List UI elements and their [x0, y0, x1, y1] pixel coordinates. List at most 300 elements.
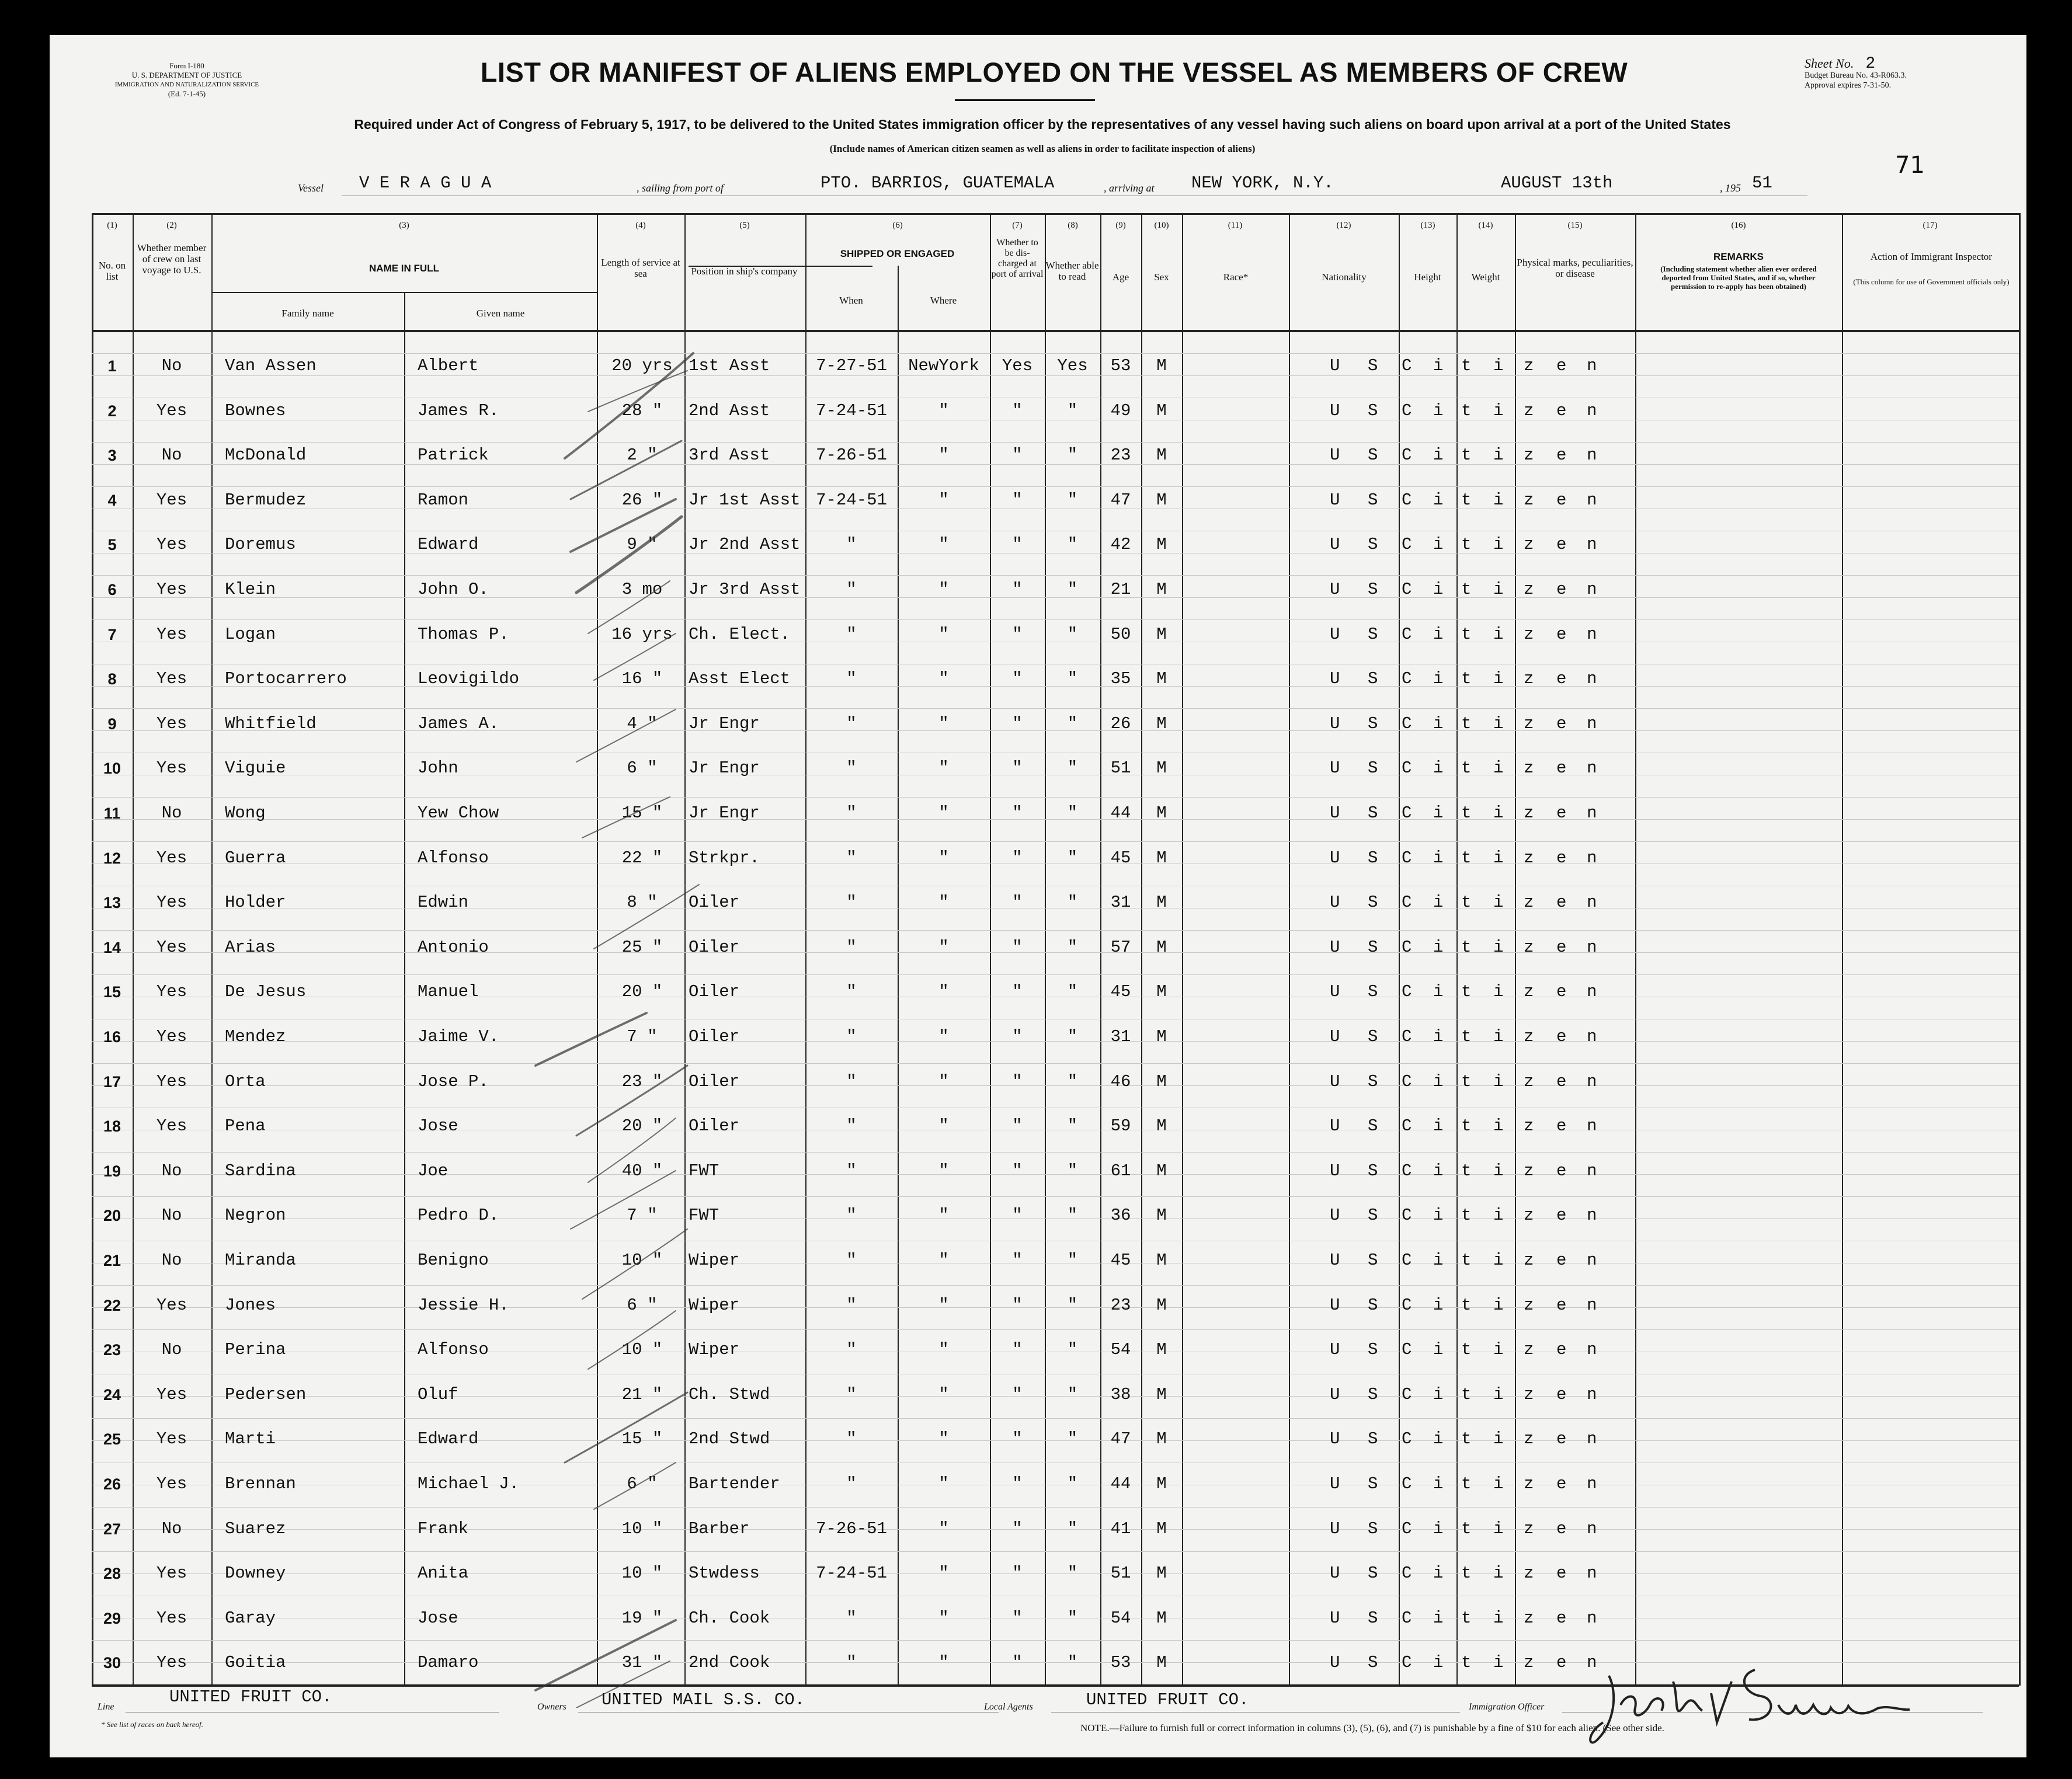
citizenship-letter: z: [1524, 1608, 1534, 1628]
last-voyage-cell: Yes: [156, 1429, 187, 1449]
given-name-cell: Thomas P.: [418, 624, 509, 644]
citizenship-letter: z: [1524, 1429, 1534, 1449]
citizenship-letter: z: [1524, 624, 1534, 644]
citizenship-letter: S: [1368, 356, 1378, 375]
citizenship-letter: n: [1587, 1116, 1597, 1136]
citizenship-letter: n: [1587, 1564, 1597, 1583]
row-number: 16: [103, 1028, 121, 1046]
read-cell: ": [1067, 1340, 1078, 1360]
citizenship-letter: t: [1461, 1384, 1472, 1404]
service-cell: 21 ": [621, 1384, 663, 1404]
when-cell: ": [846, 893, 857, 913]
discharged-cell: ": [1012, 1474, 1023, 1493]
discharged-cell: ": [1012, 1519, 1023, 1538]
citizenship-letter: S: [1368, 1384, 1378, 1404]
when-cell: ": [846, 1429, 857, 1449]
position-cell: 2nd Stwd: [689, 1429, 770, 1449]
citizenship-letter: n: [1587, 445, 1597, 465]
citizenship-letter: i: [1433, 893, 1444, 913]
citizenship-letter: z: [1524, 1116, 1534, 1136]
header-name-in-full: NAME IN FULL: [369, 263, 439, 274]
family-name-cell: Klein: [225, 580, 276, 599]
pencil-check: [594, 633, 676, 680]
citizenship-letter: e: [1556, 713, 1567, 733]
citizenship-letter: i: [1433, 1027, 1444, 1046]
row-rule: [92, 1418, 2019, 1419]
citizenship-letter: e: [1556, 490, 1567, 510]
citizenship-letter: t: [1461, 1429, 1472, 1449]
age-cell: 49: [1110, 401, 1131, 420]
citizenship-letter: i: [1433, 669, 1444, 689]
port-to: NEW YORK, N.Y.: [1191, 173, 1334, 193]
row-number: 5: [107, 536, 117, 554]
position-cell: Barber: [689, 1519, 750, 1538]
row-number: 2: [107, 402, 117, 420]
approval-expires: Approval expires 7-31-50.: [1805, 81, 1892, 90]
discharged-cell: ": [1012, 803, 1023, 823]
citizenship-letter: e: [1556, 1116, 1567, 1136]
family-name-cell: De Jesus: [225, 982, 307, 1002]
pencil-check: [594, 885, 699, 949]
row-rule: [92, 1507, 2019, 1508]
citizenship-letter: z: [1524, 1519, 1534, 1538]
given-name-cell: Jessie H.: [418, 1295, 509, 1315]
where-cell: ": [938, 535, 949, 555]
citizenship-letter: e: [1556, 1340, 1567, 1360]
citizenship-letter: n: [1587, 490, 1597, 510]
position-cell: FWT: [689, 1206, 719, 1226]
citizenship-letter: t: [1461, 848, 1472, 868]
budget-bureau: Budget Bureau No. 43-R063.3.: [1805, 71, 1907, 80]
citizenship-letter: C: [1402, 758, 1412, 778]
header-when: When: [839, 295, 863, 306]
row-number: 29: [103, 1609, 121, 1627]
family-name-cell: McDonald: [225, 445, 307, 465]
position-cell: Asst Elect: [689, 669, 791, 689]
citizenship-letter: n: [1587, 758, 1597, 778]
row-rule: [92, 442, 2019, 443]
handwritten-number: 71: [1895, 152, 1925, 179]
when-cell: 7-27-51: [816, 356, 887, 375]
sex-cell: M: [1156, 1474, 1167, 1493]
when-cell: ": [846, 1116, 857, 1136]
read-cell: ": [1067, 490, 1078, 510]
pencil-check: [565, 353, 693, 458]
pencil-check: [565, 1392, 687, 1463]
when-cell: ": [846, 803, 857, 823]
discharged-cell: ": [1012, 1295, 1023, 1315]
header-height: Height: [1414, 271, 1441, 283]
discharged-cell: ": [1012, 401, 1023, 420]
where-cell: ": [938, 803, 949, 823]
pencil-check: [571, 441, 682, 499]
year-suffix: 51: [1752, 173, 1772, 193]
row-rule: [92, 930, 2019, 931]
given-name-cell: Leovigildo: [418, 669, 520, 689]
row-number: 8: [107, 670, 117, 688]
citizenship-letter: n: [1587, 535, 1597, 555]
where-cell: ": [938, 937, 949, 957]
citizenship-letter: t: [1461, 1071, 1472, 1091]
last-voyage-cell: No: [161, 445, 182, 465]
header-action-note: (This column for use of Government officials only): [1853, 277, 2010, 286]
age-cell: 26: [1110, 713, 1131, 733]
column-number: (6): [892, 221, 903, 230]
citizenship-letter: z: [1524, 1027, 1534, 1046]
position-cell: Wiper: [689, 1340, 740, 1360]
column-number: (17): [1922, 221, 1938, 230]
last-voyage-cell: Yes: [156, 1295, 187, 1315]
row-number: 28: [103, 1565, 121, 1583]
pencil-check: [582, 1229, 687, 1299]
citizenship-letter: C: [1402, 1206, 1412, 1226]
citizenship-letter: z: [1524, 1384, 1534, 1404]
sex-cell: M: [1156, 803, 1167, 823]
citizenship-letter: S: [1368, 758, 1378, 778]
race-letter: U: [1330, 624, 1340, 644]
discharged-cell: ": [1012, 713, 1023, 733]
citizenship-letter: C: [1402, 624, 1412, 644]
pencil-check: [582, 797, 670, 838]
officer-label: Immigration Officer: [1469, 1702, 1545, 1712]
column-number: (9): [1115, 221, 1126, 230]
given-name-cell: Yew Chow: [418, 803, 499, 823]
column-number: (1): [107, 221, 117, 230]
when-cell: ": [846, 580, 857, 599]
when-cell: ": [846, 1251, 857, 1270]
service-cell: 20 yrs: [611, 356, 673, 375]
age-cell: 41: [1110, 1519, 1131, 1538]
citizenship-letter: i: [1433, 713, 1444, 733]
when-cell: ": [846, 1161, 857, 1181]
include-text: (Include names of American citizen seamen as well as aliens in order to facilitate inspection of aliens): [829, 143, 1256, 154]
citizenship-letter: C: [1402, 1429, 1412, 1449]
where-cell: ": [938, 1027, 949, 1046]
citizenship-letter: C: [1402, 1564, 1412, 1583]
read-cell: ": [1067, 713, 1078, 733]
given-name-cell: Frank: [418, 1519, 469, 1538]
sailing-label: , sailing from port of: [637, 182, 724, 194]
pencil-check: [571, 499, 676, 552]
discharged-cell: ": [1012, 758, 1023, 778]
row-rule: [92, 1063, 2019, 1064]
citizenship-letter: S: [1368, 1116, 1378, 1136]
pencil-check: [536, 1013, 646, 1066]
header-remarks: REMARKS: [1713, 251, 1764, 262]
citizenship-letter: t: [1461, 1295, 1472, 1315]
citizenship-letter: e: [1556, 401, 1567, 420]
column-number: (12): [1336, 221, 1351, 230]
read-cell: ": [1067, 803, 1078, 823]
read-cell: ": [1067, 1161, 1078, 1181]
service-cell: 16 yrs: [611, 624, 673, 644]
race-letter: U: [1330, 401, 1340, 420]
citizenship-letter: C: [1402, 445, 1412, 465]
citizenship-letter: C: [1402, 356, 1412, 375]
citizenship-letter: z: [1524, 580, 1534, 599]
citizenship-letter: i: [1433, 937, 1444, 957]
arriving-label: , arriving at: [1104, 182, 1155, 194]
citizenship-letter: C: [1402, 848, 1412, 868]
given-name-cell: Michael J.: [418, 1474, 520, 1493]
header-bottom-rule: [92, 330, 2019, 332]
sex-cell: M: [1156, 1251, 1167, 1270]
citizenship-letter: n: [1587, 1027, 1597, 1046]
given-name-cell: James R.: [418, 401, 499, 420]
family-name-cell: Arias: [225, 937, 276, 957]
age-cell: 31: [1110, 1027, 1131, 1046]
family-name-cell: Doremus: [225, 535, 296, 555]
race-letter: U: [1330, 1027, 1340, 1046]
citizenship-letter: n: [1587, 1384, 1597, 1404]
citizenship-letter: i: [1493, 848, 1504, 868]
row-rule: [92, 974, 2019, 975]
citizenship-letter: i: [1433, 1071, 1444, 1091]
discharged-cell: ": [1012, 1071, 1023, 1091]
family-name-cell: Orta: [225, 1071, 266, 1091]
age-cell: 23: [1110, 445, 1131, 465]
citizenship-letter: C: [1402, 1027, 1412, 1046]
where-cell: ": [938, 1608, 949, 1628]
pencil-check: [576, 1066, 687, 1136]
read-cell: ": [1067, 1116, 1078, 1136]
last-voyage-cell: Yes: [156, 893, 187, 913]
citizenship-letter: C: [1402, 1295, 1412, 1315]
sex-cell: M: [1156, 1027, 1167, 1046]
agents-value: UNITED FRUIT CO.: [1086, 1690, 1249, 1710]
citizenship-letter: i: [1433, 445, 1444, 465]
last-voyage-cell: Yes: [156, 1474, 187, 1493]
citizenship-letter: t: [1461, 624, 1472, 644]
discharged-cell: ": [1012, 848, 1023, 868]
row-number: 15: [103, 983, 121, 1001]
citizenship-letter: i: [1493, 669, 1504, 689]
line-value: UNITED FRUIT CO.: [169, 1687, 332, 1707]
header-discharged: Whether to be dis-charged at port of arrival: [991, 238, 1044, 279]
last-voyage-cell: No: [161, 356, 182, 375]
read-cell: ": [1067, 1608, 1078, 1628]
citizenship-letter: i: [1493, 803, 1504, 823]
citizenship-letter: n: [1587, 1161, 1597, 1181]
citizenship-letter: i: [1493, 1519, 1504, 1538]
race-letter: U: [1330, 356, 1340, 375]
citizenship-letter: n: [1587, 937, 1597, 957]
citizenship-letter: e: [1556, 669, 1567, 689]
citizenship-letter: e: [1556, 624, 1567, 644]
position-cell: Oiler: [689, 982, 740, 1002]
citizenship-letter: i: [1493, 624, 1504, 644]
family-name-cell: Holder: [225, 893, 286, 913]
citizenship-letter: S: [1368, 490, 1378, 510]
citizenship-letter: i: [1493, 1564, 1504, 1583]
last-voyage-cell: Yes: [156, 1027, 187, 1046]
service-cell: 10 ": [621, 1519, 663, 1538]
edition: (Ed. 7-1-45): [168, 89, 206, 98]
sex-cell: M: [1156, 893, 1167, 913]
column-number: (3): [399, 221, 409, 230]
family-name-cell: Portocarrero: [225, 669, 347, 689]
read-cell: ": [1067, 401, 1078, 420]
row-rule: [92, 1329, 2019, 1330]
discharged-cell: ": [1012, 893, 1023, 913]
citizenship-letter: n: [1587, 982, 1597, 1002]
service-cell: 25 ": [621, 937, 663, 957]
row-number: 7: [107, 625, 117, 643]
pencil-check: [588, 371, 687, 412]
citizenship-letter: i: [1433, 1519, 1444, 1538]
citizenship-letter: i: [1433, 1564, 1444, 1583]
citizenship-letter: i: [1433, 490, 1444, 510]
citizenship-letter: i: [1433, 535, 1444, 555]
family-name-cell: Brennan: [225, 1474, 296, 1493]
race-footnote: * See list of races on back hereof.: [101, 1720, 203, 1729]
sex-cell: M: [1156, 1116, 1167, 1136]
service-cell: 9 ": [627, 535, 658, 555]
race-letter: U: [1330, 848, 1340, 868]
when-cell: ": [846, 1384, 857, 1404]
citizenship-letter: e: [1556, 982, 1567, 1002]
citizenship-letter: t: [1461, 490, 1472, 510]
family-name-cell: Mendez: [225, 1027, 286, 1046]
where-cell: ": [938, 624, 949, 644]
citizenship-letter: S: [1368, 1608, 1378, 1628]
where-cell: ": [938, 1071, 949, 1091]
citizenship-letter: z: [1524, 937, 1534, 957]
service-cell: 20 ": [621, 982, 663, 1002]
row-rule: [92, 1196, 2019, 1197]
age-cell: 36: [1110, 1206, 1131, 1226]
citizenship-letter: e: [1556, 937, 1567, 957]
citizenship-letter: S: [1368, 1071, 1378, 1091]
last-voyage-cell: No: [161, 1519, 182, 1538]
where-cell: ": [938, 1474, 949, 1493]
citizenship-letter: S: [1368, 713, 1378, 733]
citizenship-letter: i: [1433, 1340, 1444, 1360]
family-name-cell: Logan: [225, 624, 276, 644]
citizenship-letter: t: [1461, 1653, 1472, 1673]
given-name-cell: Ramon: [418, 490, 469, 510]
when-cell: ": [846, 982, 857, 1002]
citizenship-letter: S: [1368, 1027, 1378, 1046]
citizenship-letter: i: [1433, 1116, 1444, 1136]
sex-cell: M: [1156, 713, 1167, 733]
discharged-cell: ": [1012, 937, 1023, 957]
race-letter: U: [1330, 1384, 1340, 1404]
given-name-cell: Alfonso: [418, 848, 489, 868]
citizenship-letter: n: [1587, 401, 1597, 420]
row-number: 13: [103, 894, 121, 912]
given-name-cell: Manuel: [418, 982, 479, 1002]
port-from: PTO. BARRIOS, GUATEMALA: [821, 173, 1055, 193]
row-number: 27: [103, 1520, 121, 1538]
age-cell: 45: [1110, 848, 1131, 868]
family-name-cell: Bownes: [225, 401, 286, 420]
read-cell: ": [1067, 1519, 1078, 1538]
citizenship-letter: t: [1461, 803, 1472, 823]
age-cell: 31: [1110, 893, 1131, 913]
row-number: 14: [103, 938, 121, 956]
when-cell: ": [846, 848, 857, 868]
read-cell: ": [1067, 1429, 1078, 1449]
last-voyage-cell: Yes: [156, 758, 187, 778]
citizenship-letter: S: [1368, 1206, 1378, 1226]
citizenship-letter: C: [1402, 535, 1412, 555]
citizenship-letter: z: [1524, 490, 1534, 510]
given-name-cell: Alfonso: [418, 1340, 489, 1360]
vessel-label: Vessel: [298, 182, 324, 194]
citizenship-letter: C: [1402, 1071, 1412, 1091]
given-name-cell: Edward: [418, 535, 479, 555]
citizenship-letter: e: [1556, 356, 1567, 375]
sex-cell: M: [1156, 1564, 1167, 1583]
column-rule: [211, 213, 213, 1686]
column-number: (8): [1068, 221, 1078, 230]
citizenship-letter: S: [1368, 624, 1378, 644]
sex-cell: M: [1156, 624, 1167, 644]
citizenship-letter: n: [1587, 1429, 1597, 1449]
citizenship-letter: S: [1368, 1161, 1378, 1181]
citizenship-letter: n: [1587, 624, 1597, 644]
discharged-cell: ": [1012, 445, 1023, 465]
sex-cell: M: [1156, 1608, 1167, 1628]
pencil-check: [594, 1463, 676, 1509]
citizenship-letter: n: [1587, 1071, 1597, 1091]
where-cell: ": [938, 1340, 949, 1360]
title-rule: [955, 99, 1095, 101]
column-rule: [92, 213, 93, 1686]
given-name-cell: Jose P.: [418, 1071, 489, 1091]
column-rule: [2019, 213, 2021, 1686]
row-number: 9: [107, 715, 117, 733]
given-name-cell: John O.: [418, 580, 489, 599]
row-number: 22: [103, 1296, 121, 1314]
citizenship-letter: z: [1524, 803, 1534, 823]
citizenship-letter: z: [1524, 1295, 1534, 1315]
citizenship-letter: C: [1402, 893, 1412, 913]
family-name-cell: Negron: [225, 1206, 286, 1226]
pencil-check: [588, 581, 670, 633]
citizenship-letter: z: [1524, 1340, 1534, 1360]
last-voyage-cell: No: [161, 1251, 182, 1270]
citizenship-letter: t: [1461, 1564, 1472, 1583]
citizenship-letter: S: [1368, 1519, 1378, 1538]
sex-cell: M: [1156, 535, 1167, 555]
race-letter: U: [1330, 1608, 1340, 1628]
last-voyage-cell: Yes: [156, 669, 187, 689]
service-cell: 10 ": [621, 1251, 663, 1270]
last-voyage-cell: Yes: [156, 1653, 187, 1673]
row-number: 23: [103, 1341, 121, 1359]
citizenship-letter: C: [1402, 1384, 1412, 1404]
service-cell: 2 ": [627, 445, 658, 465]
sex-cell: M: [1156, 982, 1167, 1002]
read-cell: ": [1067, 535, 1078, 555]
age-cell: 50: [1110, 624, 1131, 644]
pencil-check: [536, 1620, 676, 1690]
where-cell: ": [938, 1564, 949, 1583]
citizenship-letter: z: [1524, 1251, 1534, 1270]
header-weight: Weight: [1471, 271, 1500, 283]
citizenship-letter: i: [1433, 1474, 1444, 1493]
header-shipped: SHIPPED OR ENGAGED: [840, 248, 955, 259]
row-rule: [92, 575, 2019, 576]
citizenship-letter: n: [1587, 893, 1597, 913]
position-cell: Oiler: [689, 893, 740, 913]
citizenship-letter: i: [1493, 1027, 1504, 1046]
citizenship-letter: i: [1493, 580, 1504, 599]
header-given-name: Given name: [476, 308, 525, 319]
citizenship-letter: i: [1493, 1384, 1504, 1404]
